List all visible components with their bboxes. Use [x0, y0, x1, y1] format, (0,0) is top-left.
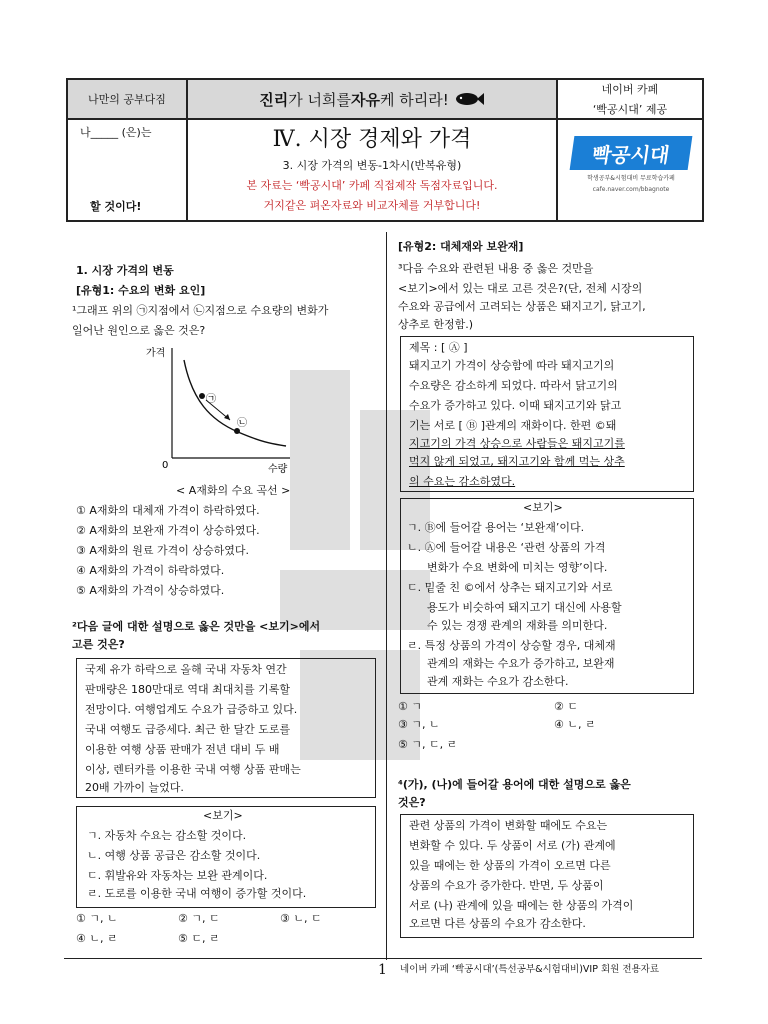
passage-line: 이용한 여행 상품 판매가 전년 대비 두 배 [85, 743, 280, 756]
notice-line-1: 본 자료는 ‘빡공시대’ 카페 직접제작 독점자료입니다. [246, 179, 498, 192]
bogi-item: ㄹ. 특정 상품의 가격이 상승할 경우, 대체재 [407, 639, 616, 652]
cafe-line-1: 네이버 카페 [601, 83, 659, 96]
q2-line-1: ²다음 글에 대한 설명으로 옳은 것만을 <보기>에서 [72, 620, 321, 633]
footer-text: 네이버 카페 ‘빡공시대’(특선공부&시험대비)VIP 회원 전용자료 [400, 964, 660, 975]
footer-rule [64, 958, 702, 959]
box-line: 기는 서로 [ Ⓑ ]관계의 재화이다. 한편 ©돼 [409, 419, 617, 432]
header-left-top: 나만의 공부다짐 [88, 93, 166, 106]
header-table [66, 78, 704, 222]
point-b-label: ㉡ [237, 418, 247, 429]
box-line-underlined: 먹지 않게 되었고, 돼지고기와 함께 먹는 상추 [409, 455, 625, 468]
passage-line: 판매량은 180만대로 역대 최대치를 기록할 [85, 683, 290, 696]
page-subtitle: 3. 시장 가격의 변동-1차시(반복유형) [282, 159, 462, 172]
header-cafe-cell [557, 79, 703, 119]
motto-c: 자유 [350, 90, 380, 109]
q3-option-1[interactable]: ① ㄱ [398, 700, 422, 713]
q2-option-3[interactable]: ③ ㄴ, ㄷ [280, 912, 322, 925]
notice-line-2: 거지같은 펴온자료와 비교자체를 거부합니다! [263, 199, 481, 212]
q2-option-2[interactable]: ② ㄱ, ㄷ [178, 912, 220, 925]
q2-bogi-box [76, 806, 376, 908]
logo: 빡공시대 [570, 136, 693, 170]
motto-d: 케 하리라! [379, 90, 449, 109]
q3-line-1: ³다음 수요와 관련된 내용 중 옳은 것만을 [398, 262, 594, 275]
header-motto-cell [187, 79, 557, 119]
q1-option-4[interactable]: ④ A재화의 가격이 하락하였다. [76, 564, 225, 577]
bogi-title: <보기> [523, 501, 563, 514]
q3-line-2: <보기>에서 있는 대로 고른 것은?(단, 전체 시장의 [398, 282, 643, 295]
passage-line: 20배 가까이 늘었다. [85, 781, 184, 794]
logo-subtitle: 학생공부&시험대비 무료학습카페 [587, 174, 675, 182]
column-divider [386, 232, 387, 960]
bogi-item: ㄴ. Ⓐ에 들어갈 내용은 ‘관련 상품의 가격 [407, 541, 606, 554]
header-title-cell [187, 119, 557, 221]
arrow-head [224, 414, 230, 420]
graph-caption: < A재화의 수요 곡선 > [176, 484, 291, 497]
bogi-item: ㄱ. 자동차 수요는 감소할 것이다. [87, 829, 247, 842]
q1-option-1[interactable]: ① A재화의 대체재 가격이 하락하였다. [76, 504, 260, 517]
box-title: 제목 : [ Ⓐ ] [409, 341, 468, 354]
pledge-name: 나_____ (은)는 [80, 126, 152, 139]
bogi-item-cont: 용도가 비슷하여 돼지고기 대신에 사용할 [427, 601, 622, 614]
box4-line: 서로 (나) 관계에 있을 때에는 한 상품의 가격이 [409, 899, 634, 912]
q3-bogi-box [400, 498, 694, 694]
bogi-item: ㄷ. 밑줄 친 ©에서 상추는 돼지고기와 서로 [407, 581, 613, 594]
box4-line: 상품의 수요가 증가한다. 반면, 두 상품이 [409, 879, 604, 892]
q2-line-2: 고른 것은? [72, 638, 125, 651]
box4-line: 오르면 다른 상품의 수요가 감소한다. [409, 917, 586, 930]
q1-line-1: ¹그래프 위의 ㉠지점에서 ㉡지점으로 수요량의 변화가 [72, 304, 329, 317]
bogi-item-cont: 관계 재화는 수요가 감소한다. [427, 675, 569, 688]
bogi-item: ㄷ. 휘발유와 자동차는 보완 관계이다. [87, 869, 268, 882]
origin-label: 0 [162, 460, 169, 471]
page-title: Ⅳ. 시장 경제와 가격 [272, 126, 472, 152]
header-logo-cell [557, 119, 703, 221]
header-motto-label-cell [67, 79, 187, 119]
section-heading: 1. 시장 가격의 변동 [76, 264, 174, 277]
cafe-line-2: ‘빡공시대’ 제공 [592, 103, 668, 116]
box-line: 수요량은 감소하게 되었다. 따라서 닭고기의 [409, 379, 618, 392]
q1-line-2: 일어난 원인으로 옳은 것은? [72, 324, 206, 337]
bogi-item: ㄹ. 도로를 이용한 국내 여행이 증가할 것이다. [87, 887, 307, 900]
passage-line: 전망이다. 여행업계도 수요가 급증하고 있다. [85, 703, 298, 716]
q2-passage-box [76, 658, 376, 798]
type2-heading: [유형2: 대체재와 보완재] [398, 240, 524, 253]
bogi-title: <보기> [203, 809, 243, 822]
box4-line: 변화할 수 있다. 두 상품이 서로 (가) 관계에 [409, 839, 616, 852]
box4-line: 관련 상품의 가격이 변화할 때에도 수요는 [409, 819, 608, 832]
motto-b: 가 너희를 [288, 90, 351, 109]
box-line-underlined: 의 수요는 감소하였다. [409, 475, 516, 488]
demand-curve-graph [140, 340, 300, 475]
q2-option-1[interactable]: ① ㄱ, ㄴ [76, 912, 118, 925]
point-a-label: ㉠ [206, 394, 216, 405]
passage-line: 국제 유가 하락으로 올해 국내 자동차 연간 [85, 663, 287, 676]
bogi-item-cont: 수 있는 경쟁 관계의 재화를 의미한다. [427, 619, 608, 632]
passage-line: 이상, 렌터카를 이용한 국내 여행 상품 판매는 [85, 763, 301, 776]
q2-option-5[interactable]: ⑤ ㄷ, ㄹ [178, 932, 220, 945]
box-line-underlined: 지고기의 가격 상승으로 사람들은 돼지고기를 [409, 437, 625, 450]
q3-option-5[interactable]: ⑤ ㄱ, ㄷ, ㄹ [398, 738, 458, 751]
q3-line-4: 상추로 한정함.) [398, 318, 474, 331]
passage-line: 국내 여행도 급증세다. 최근 한 달간 도로를 [85, 723, 291, 736]
q1-option-5[interactable]: ⑤ A재화의 가격이 상승하였다. [76, 584, 225, 597]
box-line: 수요가 증가하고 있다. 이때 돼지고기와 닭고 [409, 399, 622, 412]
q4-passage-box [400, 814, 694, 938]
logo-url: cafe.naver.com/bbagnote [592, 185, 670, 193]
bogi-item-cont: 관계의 재화는 수요가 증가하고, 보완재 [427, 657, 615, 670]
box4-line: 있을 때에는 한 상품의 가격이 오르면 다른 [409, 859, 611, 872]
y-axis-label: 가격 [146, 348, 166, 359]
q3-option-3[interactable]: ③ ㄱ, ㄴ [398, 718, 440, 731]
q4-line-1: ⁴(가), (나)에 들어갈 용어에 대한 설명으로 옳은 [398, 778, 631, 791]
q3-line-3: 수요와 공급에서 고려되는 상품은 돼지고기, 닭고기, [398, 300, 646, 313]
pledge-end: 할 것이다! [90, 200, 142, 213]
header-pledge-cell [67, 119, 187, 221]
bogi-item-cont: 변화가 수요 변화에 미치는 영향’이다. [427, 561, 608, 574]
q3-option-4[interactable]: ④ ㄴ, ㄹ [554, 718, 596, 731]
bogi-item: ㄱ. Ⓑ에 들어갈 용어는 ‘보완재’이다. [407, 521, 585, 534]
motto-a: 진리 [259, 90, 289, 109]
point-a [199, 393, 205, 399]
q2-option-4[interactable]: ④ ㄴ, ㄹ [76, 932, 118, 945]
q3-passage-box [400, 336, 694, 492]
x-axis-label: 수량 [268, 464, 288, 475]
q3-option-2[interactable]: ② ㄷ [554, 700, 578, 713]
q1-option-2[interactable]: ② A재화의 보완재 가격이 상승하였다. [76, 524, 260, 537]
page-number: 1 [378, 962, 387, 978]
box-line: 돼지고기 가격이 상승함에 따라 돼지고기의 [409, 359, 615, 372]
q4-line-2: 것은? [398, 796, 426, 809]
type1-heading: [유형1: 수요의 변화 요인] [76, 284, 206, 297]
bogi-item: ㄴ. 여행 상품 공급은 감소할 것이다. [87, 849, 261, 862]
q1-option-3[interactable]: ③ A재화의 원료 가격이 상승하였다. [76, 544, 250, 557]
fish-icon [455, 92, 485, 106]
